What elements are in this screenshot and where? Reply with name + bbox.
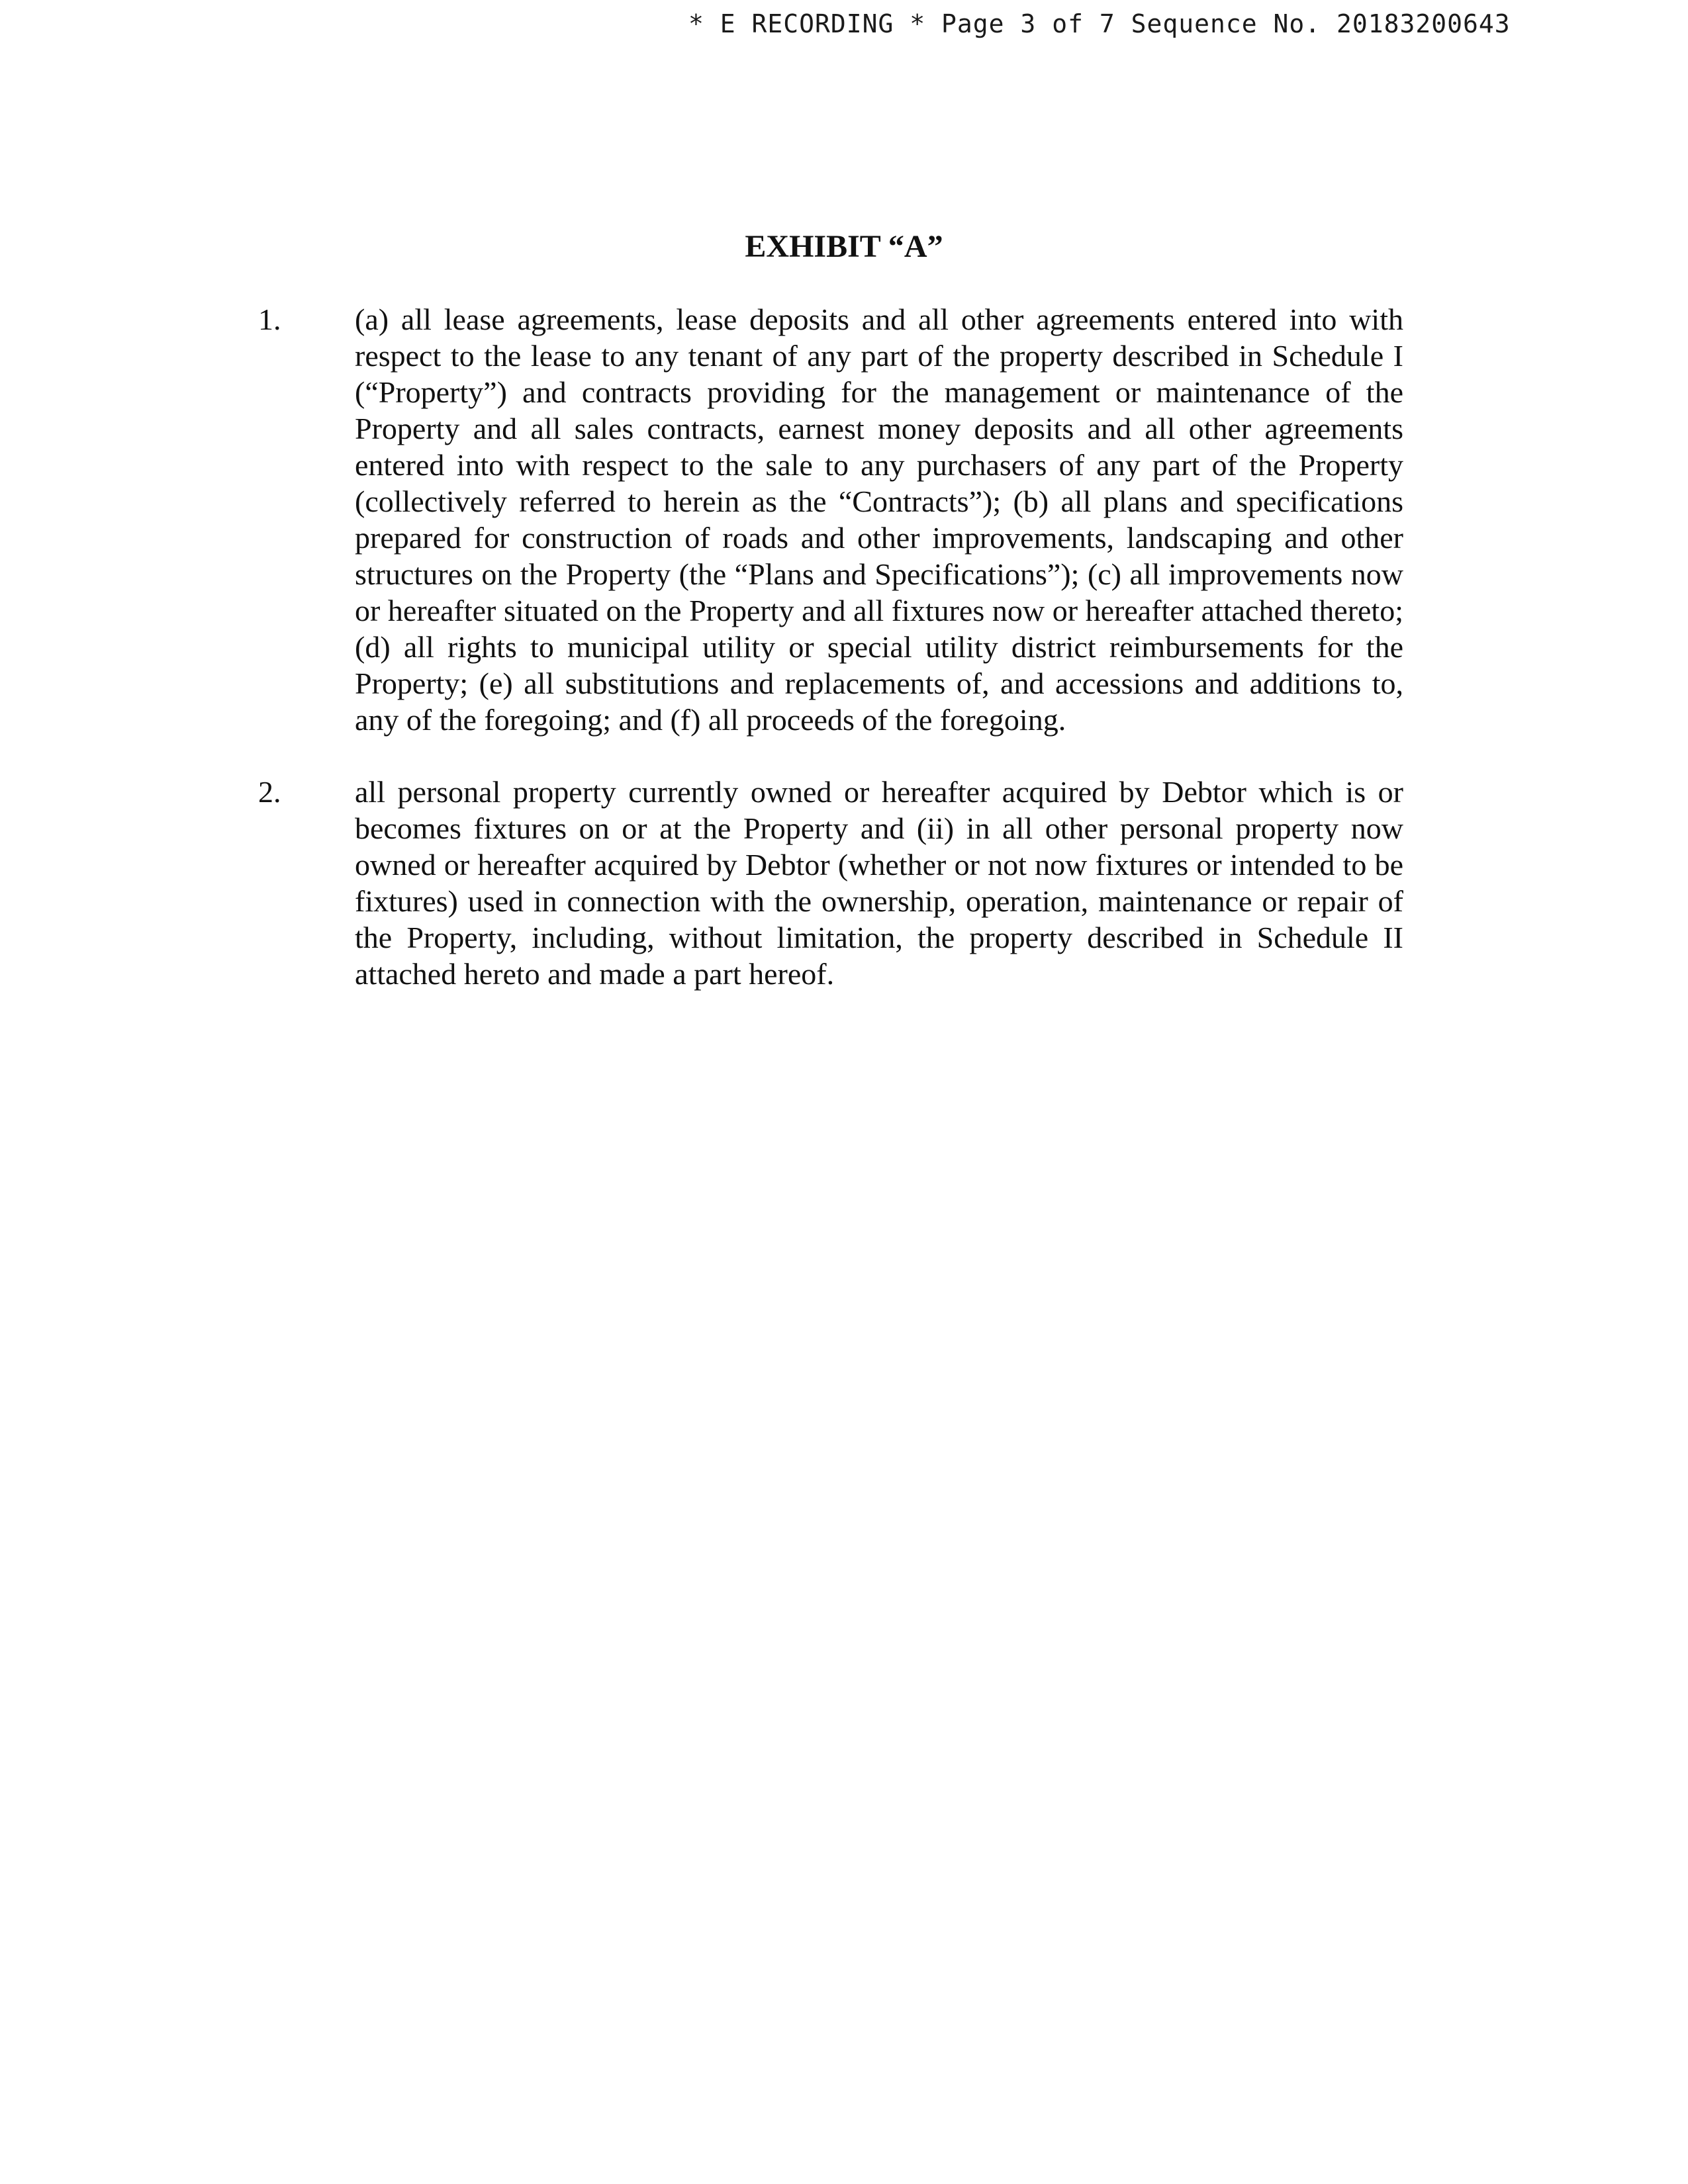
item-number: 2. — [258, 775, 281, 809]
item-text: (a) all lease agreements, lease deposits and all other agreements entered into with respect to the lease to any tenant of any part of the property described in Schedule I (“Property”) and contracts providing for the management or maintenance of the Property and all sales contracts, earnest money deposits and all other agreements entered into with respect to the sale to any purchasers of any part of the Property (collectively referred to herein as the “Contracts”); (b) all plans and specifications prepared for construction of roads and other improvements, landscaping and other structures on the Property (the “Plans and Specifications”); (c) all improvements now or hereafter situated on the Property and all fixtures now or hereafter attached thereto; (d) all rights to municipal utility or special utility district reimbursements for the Property; (e) all substitutions and replacements of, and accessions and additions to, any of the foregoing; and (f) all proceeds of the foregoing. — [355, 302, 1403, 737]
recording-header: * E RECORDING * Page 3 of 7 Sequence No. 20183200643 — [688, 9, 1511, 38]
list-item — [258, 774, 1403, 992]
exhibit-items — [258, 301, 1403, 1028]
exhibit-title: EXHIBIT “A” — [745, 229, 943, 264]
list-item — [258, 301, 1403, 738]
item-text: all personal property currently owned or hereafter acquired by Debtor which is or becomes fixtures on or at the Property and (ii) in all other personal property now owned or hereafter acquired by Debtor (whether or not now fixtures or intended to be fixtures) used in connection with the ownership, operation, maintenance or repair of the Property, including, without limitation, the property described in Schedule II attached hereto and made a part hereof. — [355, 775, 1403, 991]
item-number: 1. — [258, 302, 281, 336]
